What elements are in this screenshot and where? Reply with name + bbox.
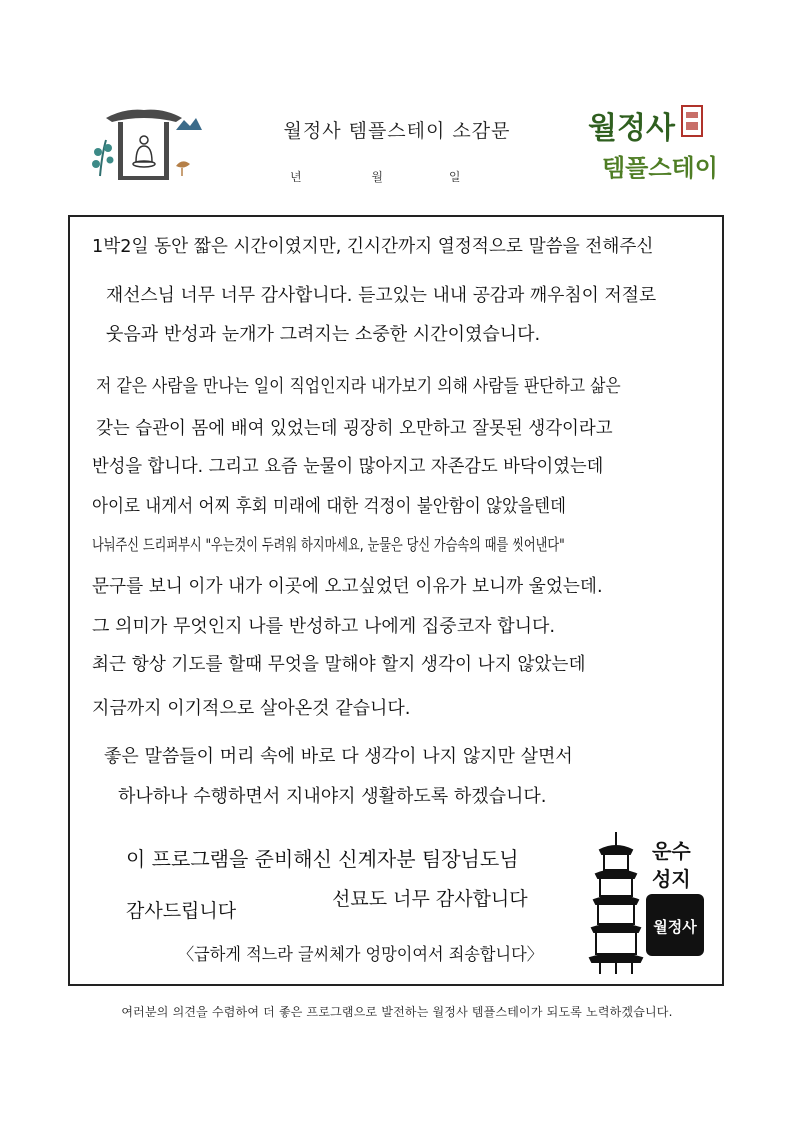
- letter-line: 1박2일 동안 짧은 시간이였지만, 긴시간까지 열정적으로 말씀을 전해주신: [92, 236, 654, 257]
- letter-line: 재선스님 너무 너무 감사합니다. 듣고있는 내내 공감과 깨우침이 저절로: [106, 285, 657, 306]
- logo-line1: 월정사: [588, 111, 675, 146]
- stamp-line2: 성지: [652, 867, 691, 891]
- logo-line2: 템플스테이: [602, 154, 718, 182]
- letter-line: 하나하나 수행하면서 지내야지 생활하도록 하겠습니다.: [118, 786, 547, 807]
- document-title: 월정사 템플스테이 소감문: [283, 120, 511, 142]
- letter-line: 갖는 습관이 몸에 배여 있었는데 굉장히 오만하고 잘못된 생각이라고: [96, 418, 613, 439]
- footer-note: 여러분의 의견을 수렴하여 더 좋은 프로그램으로 발전하는 월정사 템플스테이가 되도록 노력하겠습니다.: [121, 1005, 673, 1019]
- letter-line: 최근 항상 기도를 할때 무엇을 말해야 할지 생각이 나지 않았는데: [92, 654, 586, 675]
- letter-line: 웃음과 반성과 눈개가 그려지는 소중한 시간이였습니다.: [106, 324, 541, 345]
- date-line: [290, 168, 460, 185]
- letter-line: 지금까지 이기적으로 살아온것 같습니다.: [92, 698, 411, 719]
- letter-line: 〈급하게 적느라 글씨체가 엉망이여서 죄송합니다〉: [178, 945, 543, 965]
- date-year-label: 년: [290, 170, 302, 184]
- letter-line: 좋은 말씀들이 머리 속에 바로 다 생각이 나지 않지만 살면서: [104, 746, 573, 767]
- pagoda-icon: [590, 832, 642, 974]
- letter-line: 나눠주신 드리퍼부시 "우는것이 두려워 하지마세요, 눈물은 당신 가슴속의 때를 씻어낸다": [92, 535, 565, 554]
- letter-line: 그 의미가 무엇인지 나를 반성하고 나에게 집중코자 합니다.: [92, 616, 556, 637]
- letter-line: 이 프로그램을 준비해신 신계자분 팀장님도님: [126, 847, 519, 871]
- stamp-seal: 월정사: [653, 918, 697, 936]
- letter-line: 감사드립니다: [126, 900, 237, 922]
- red-seal-icon: [682, 106, 702, 136]
- letter-line: 반성을 합니다. 그리고 요즘 눈물이 많아지고 자존감도 바닥이였는데: [92, 456, 604, 477]
- letter-line: 선묘도 너무 감사합니다: [332, 888, 528, 910]
- date-month-label: 월: [371, 170, 384, 184]
- letter-line: 저 같은 사람을 만나는 일이 직업인지라 내가보기 의해 사람들 판단하고 삶은: [96, 376, 621, 397]
- stamp-line1: 운수: [652, 839, 691, 863]
- letter-line: 문구를 보니 이가 내가 이곳에 오고싶었던 이유가 보니까 울었는데.: [92, 576, 603, 597]
- pagoda-stamp: [586, 828, 712, 980]
- calligraphy-logo: [582, 100, 730, 184]
- date-day-label: 일: [448, 170, 461, 184]
- letter-line: 아이로 내게서 어찌 후회 미래에 대한 걱정이 불안함이 않았을텐데: [92, 496, 567, 517]
